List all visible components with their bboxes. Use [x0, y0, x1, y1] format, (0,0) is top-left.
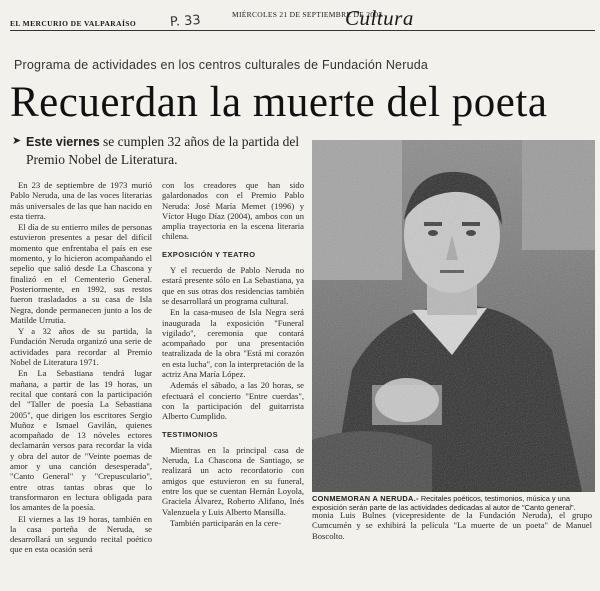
caption-lead: CONMEMORAN A NERUDA.-	[312, 494, 419, 503]
paragraph: En La Sebastiana tendrá lugar mañana, a partir de las 19 horas, un recital que contará con la participación del "Taller de poesía La Sebastiana 2005", que dirigen los escritores Sergio Muñoz e Ismael Gavilán, quienes acompañado de 13 nóveles ectores declamarán versos para recordar la vida y obra del autor de "Veinte poemas de amor y una canción desesperada", "Canto General" y "Crepusculario", entre otras tantas obras que lo transformaron en lectura obligada para los amantes de la poesía.	[10, 368, 152, 513]
deck-lead: Este viernes	[26, 135, 100, 149]
deck-text: se cumplen 32 años de la partida del Premio Nobel de Literatura.	[26, 134, 300, 167]
article-column-3	[312, 510, 592, 542]
section-title: Cultura	[345, 6, 414, 30]
handwritten-page-note: P. 33	[169, 12, 202, 31]
subheading-testimonios: TESTIMONIOS	[162, 429, 219, 439]
article-column-1	[10, 180, 152, 556]
paragraph: con los creadores que han sido galardonados con el Premio Pablo Neruda: José María Memet (1996) y Víctor Hugo Díaz (2004), ambos con un amplia trayectoria en la escena literaria chilena.	[162, 180, 304, 242]
publication-date: MIÉRCOLES 21 DE SEPTIEMBRE DE 2005	[232, 10, 383, 19]
masthead	[10, 6, 595, 32]
paragraph: El viernes a las 19 horas, también en la casa porteña de Neruda, se desarrollará un segundo recital poético que en esta ocasión será	[10, 513, 152, 555]
paragraph: En 23 de septiembre de 1973 murió Pablo Neruda, una de las voces literarias más universales de las que han nacido en esta tierra.	[10, 180, 152, 221]
article-deck	[12, 133, 316, 168]
arrow-bullet-icon: ➤	[12, 135, 22, 147]
neruda-portrait-image	[312, 140, 595, 492]
publication-name: EL MERCURIO DE VALPARAÍSO	[10, 19, 137, 28]
paragraph: Y a 32 años de su partida, la Fundación Neruda organizó una serie de actividades para recordar al Premio Nobel de Literatura 1971.	[10, 326, 152, 368]
paragraph: Mientras en la principal casa de Neruda, La Chascona de Santiago, se realizará un acto recordatorio con amigos que estuvieron en su funeral, entre los que se cuentan Hernán Loyola, Graciela Álvarez, Roberto Alifano, Inés Valenzuela y Luis Alberto Mansilla.	[162, 444, 304, 517]
caption-text: Recitales poéticos, testimonios, música y una exposición serán parte de las actividades dedicadas al autor de "Canto general".	[312, 494, 576, 512]
article-column-2	[162, 180, 304, 529]
paragraph: Y el recuerdo de Pablo Neruda no estará presente sólo en La Sebastiana, ya que en sus otras dos residencias también se desarrollará un programa cultural.	[162, 265, 304, 306]
article-kicker: Programa de actividades en los centros culturales de Fundación Neruda	[14, 58, 429, 72]
article-headline: Recuerdan la muerte del poeta	[10, 79, 548, 126]
paragraph: monia Luis Bulnes (vicepresidente de la Fundación Neruda), el grupo Cumcumén y se exhibirá la película "La muerte de un poeta" de Manuel Boscolto.	[312, 510, 592, 541]
subheading-exposicion: EXPOSICIÓN Y TEATRO	[162, 249, 256, 259]
paragraph: Además el sábado, a las 20 horas, se efectuará el concierto "Entre cuerdas", con la participación del guitarrista Alberto Cumplido.	[162, 380, 304, 422]
header-rule	[10, 30, 595, 31]
article-photo	[312, 140, 595, 492]
paragraph: En la casa-museo de Isla Negra será inaugurada la exposición "Funeral vigilado", ceremonia que contará acompañado por una presentación teatralizada de la obra "Está mi corazón en esta lucha", con la interpretación de la actriz Ana María López.	[162, 307, 304, 380]
paragraph: El día de su entierro miles de personas estuvieron presentes a pesar del difícil momento que enfrentaba el país en ese momento, y lo hicieron acompañando el sepelio que salió desde La Chascona y finalizó en el Cementerio General. Posteriormente, en 1992, sus restos fueron trasladados a su casa de Isla Negra, donde permanecen junto a los de Matilde Urrutia.	[10, 222, 152, 325]
paragraph: También participarán en la cere-	[170, 517, 282, 528]
